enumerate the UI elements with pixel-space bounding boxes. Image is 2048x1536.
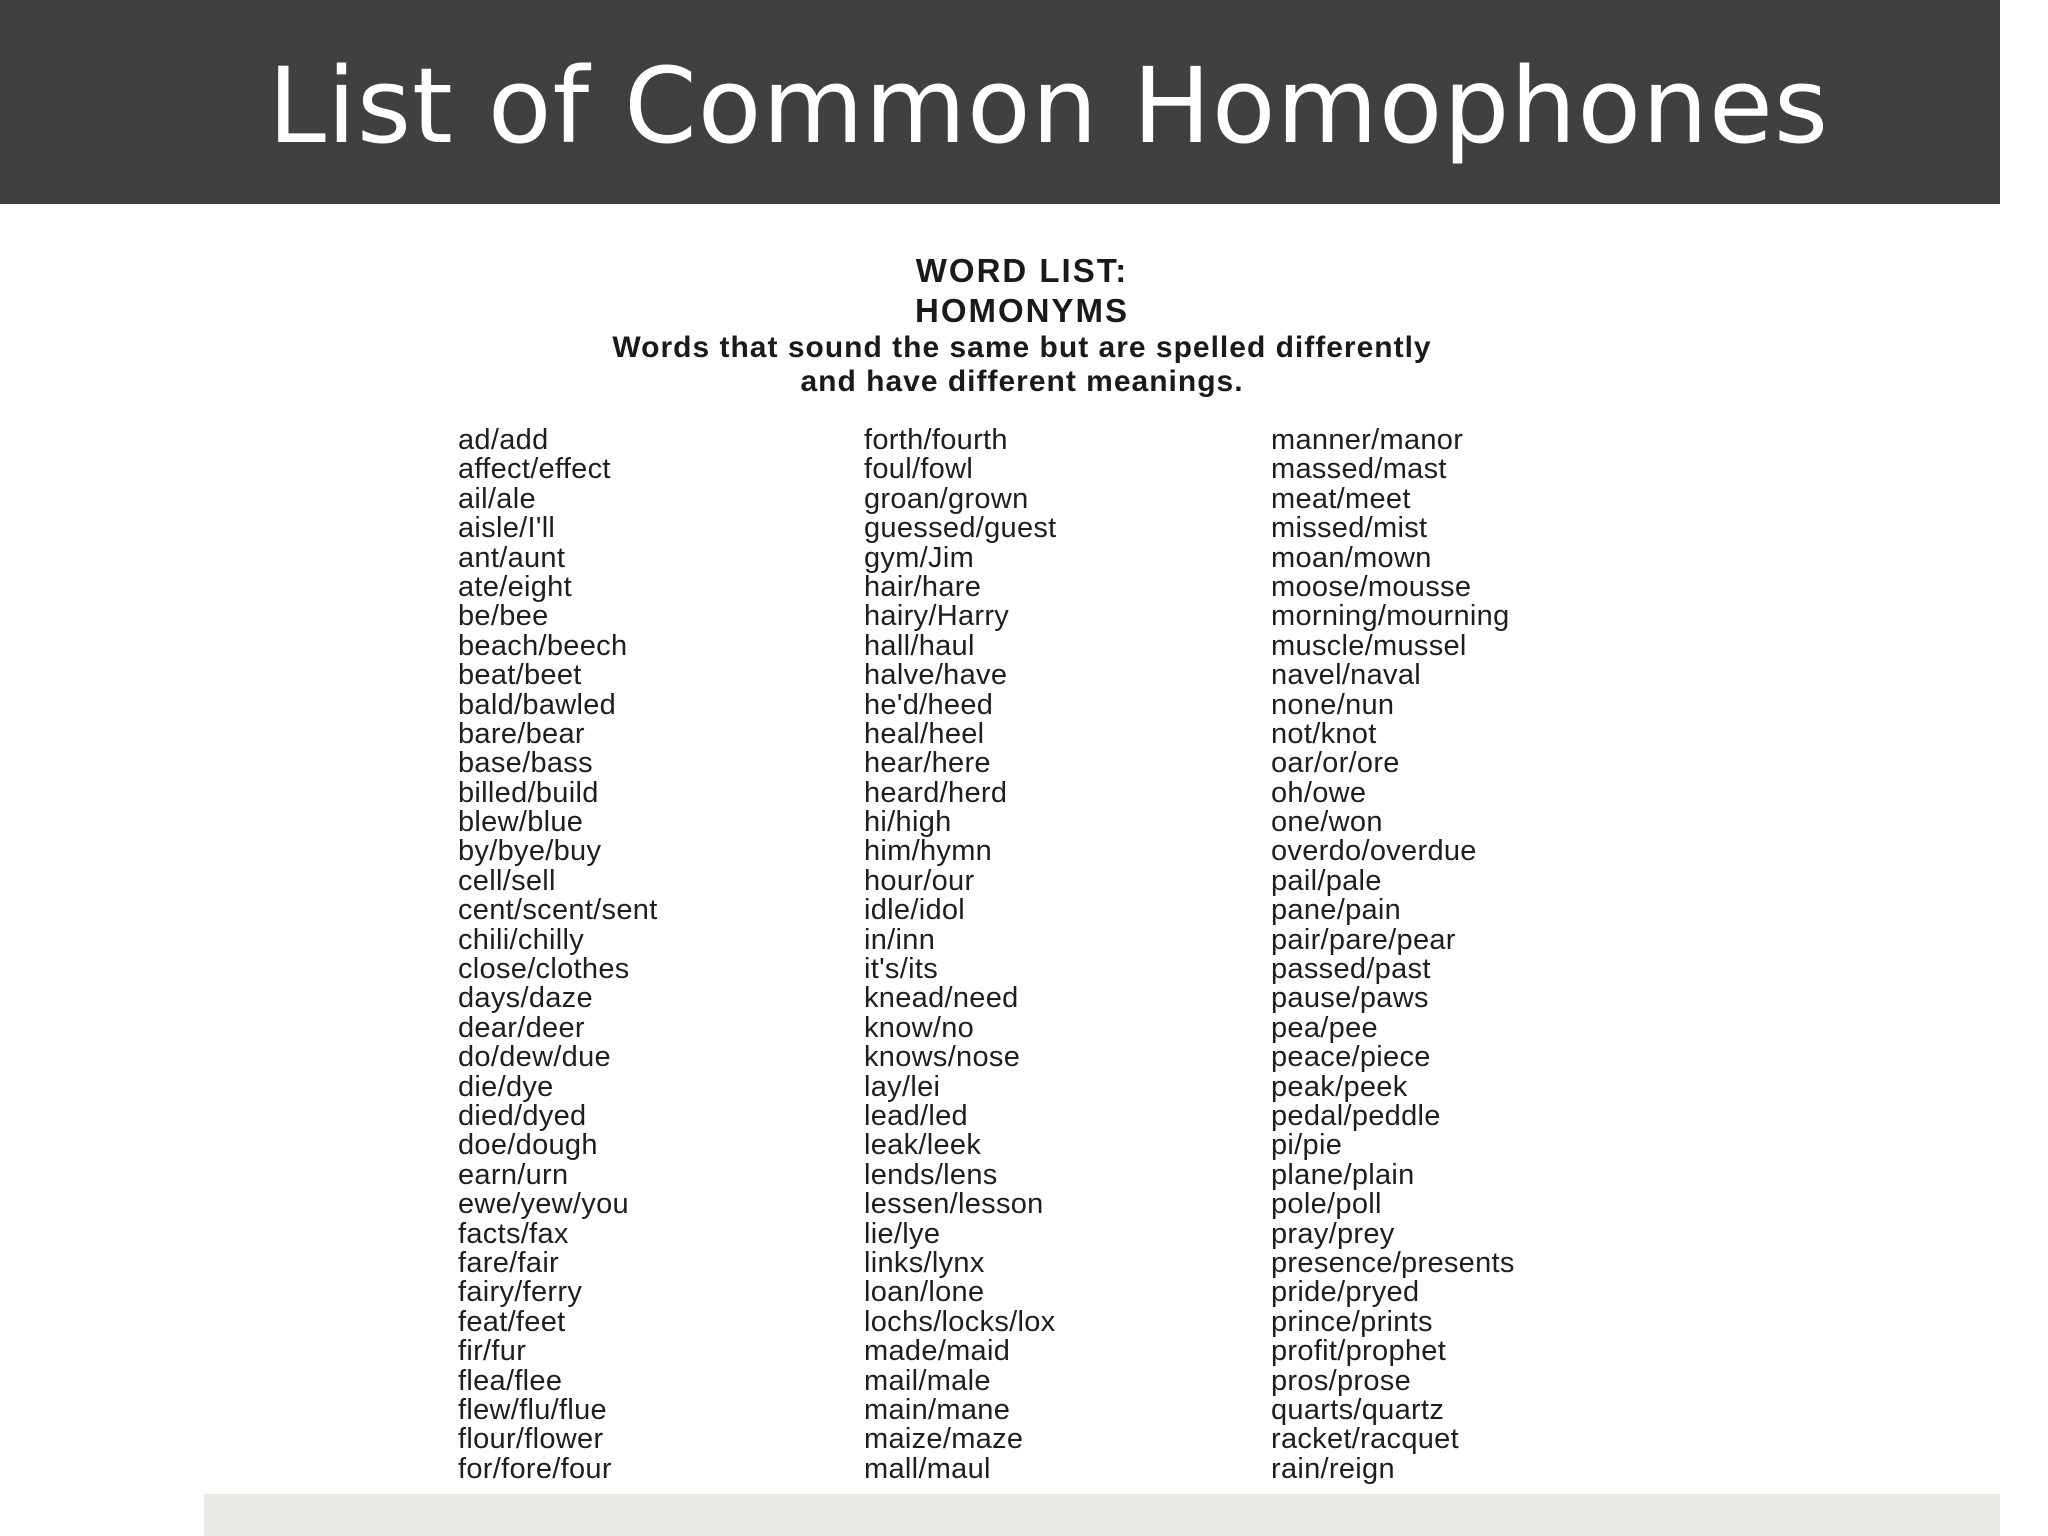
word-pair: guessed/guest: [864, 512, 1057, 545]
word-pair: peak/peek: [1271, 1070, 1408, 1103]
word-pair: one/won: [1271, 806, 1383, 839]
word-pair: hairy/Harry: [864, 600, 1010, 633]
word-pair: flew/flu/flue: [458, 1393, 607, 1426]
word-pair: lay/lei: [864, 1070, 941, 1103]
word-pair: ail/ale: [458, 482, 536, 515]
word-pair: heard/herd: [864, 776, 1008, 809]
word-pair: peace/piece: [1271, 1041, 1431, 1074]
bottom-band: [204, 1494, 2000, 1536]
word-pair: morning/mourning: [1271, 600, 1510, 633]
word-pair: halve/have: [864, 659, 1008, 692]
word-pair: flea/flee: [458, 1364, 563, 1397]
word-pair: in/inn: [864, 923, 936, 956]
word-pair: manner/manor: [1271, 424, 1464, 456]
word-pair: pride/pryed: [1271, 1276, 1420, 1309]
word-pair: mail/male: [864, 1364, 991, 1397]
word-pair: hair/hare: [864, 570, 982, 603]
word-pair: foul/fowl: [864, 453, 974, 486]
word-pair: massed/mast: [1271, 453, 1447, 486]
word-pair: loan/lone: [864, 1276, 985, 1309]
word-pair: made/maid: [864, 1335, 1011, 1368]
document-header: [336, 251, 1708, 399]
slide-title: List of Common Homophones: [268, 45, 1830, 167]
word-pair: plane/plain: [1271, 1158, 1415, 1191]
word-pair: cent/scent/sent: [458, 894, 658, 927]
word-pair: close/clothes: [458, 953, 630, 986]
word-pair: pane/pain: [1271, 894, 1402, 927]
word-pair: ewe/yew/you: [458, 1188, 629, 1221]
word-pair: meat/meet: [1271, 482, 1411, 515]
word-pair: main/mane: [864, 1393, 1011, 1426]
word-pair: pros/prose: [1271, 1364, 1412, 1397]
word-pair: links/lynx: [864, 1246, 985, 1279]
word-pair: pole/poll: [1271, 1188, 1382, 1221]
word-pair: die/dye: [458, 1070, 554, 1103]
document-subtitle-line-2: and have different meanings.: [800, 365, 1244, 398]
word-pair: ad/add: [458, 424, 549, 456]
word-list-document: [336, 205, 1708, 1494]
word-pair: bald/bawled: [458, 688, 617, 721]
word-pair: overdo/overdue: [1271, 835, 1477, 868]
word-pair: blew/blue: [458, 806, 584, 839]
word-pair: be/bee: [458, 600, 549, 633]
word-pair: knows/nose: [864, 1041, 1021, 1074]
word-column-2: [864, 426, 1057, 1484]
word-pair: bare/bear: [458, 717, 585, 750]
word-pair: pea/pee: [1271, 1011, 1378, 1044]
word-pair: hear/here: [864, 747, 991, 780]
word-pair: it's/its: [864, 953, 938, 986]
word-pair: quarts/quartz: [1271, 1393, 1445, 1426]
word-pair: earn/urn: [458, 1158, 569, 1191]
word-pair: forth/fourth: [864, 424, 1008, 456]
word-pair: pedal/peddle: [1271, 1099, 1441, 1132]
word-pair: not/knot: [1271, 717, 1377, 750]
word-pair: ant/aunt: [458, 541, 566, 574]
word-pair: feat/feet: [458, 1305, 566, 1338]
word-pair: beat/beet: [458, 659, 582, 692]
word-pair: know/no: [864, 1011, 975, 1044]
word-pair: profit/prophet: [1271, 1335, 1447, 1368]
word-pair: none/nun: [1271, 688, 1395, 721]
word-pair: base/bass: [458, 747, 593, 780]
word-pair: knead/need: [864, 982, 1019, 1015]
word-pair: gym/Jim: [864, 541, 975, 574]
word-pair: heal/heel: [864, 717, 985, 750]
word-pair: him/hymn: [864, 835, 993, 868]
word-column-3: [1271, 426, 1515, 1484]
word-pair: pair/pare/pear: [1271, 923, 1456, 956]
title-bar: [0, 0, 2000, 204]
word-pair: billed/build: [458, 776, 599, 809]
word-pair: days/daze: [458, 982, 593, 1015]
word-pair: moan/mown: [1271, 541, 1432, 574]
word-pair: navel/naval: [1271, 659, 1422, 692]
word-pair: died/dyed: [458, 1099, 587, 1132]
word-pair: hall/haul: [864, 629, 975, 662]
word-pair: facts/fax: [458, 1217, 569, 1250]
word-pair: groan/grown: [864, 482, 1029, 515]
word-pair: do/dew/due: [458, 1041, 611, 1074]
word-column-1: [458, 426, 658, 1484]
word-pair: presence/presents: [1271, 1246, 1515, 1279]
word-pair: lends/lens: [864, 1158, 998, 1191]
word-pair: leak/leek: [864, 1129, 982, 1162]
word-pair: pause/paws: [1271, 982, 1429, 1015]
word-pair: fairy/ferry: [458, 1276, 583, 1309]
word-pair: hi/high: [864, 806, 952, 839]
word-pair: muscle/mussel: [1271, 629, 1467, 662]
word-pair: fir/fur: [458, 1335, 527, 1368]
word-pair: prince/prints: [1271, 1305, 1433, 1338]
word-pair: mall/maul: [864, 1452, 991, 1485]
word-pair: pi/pie: [1271, 1129, 1343, 1162]
word-pair: passed/past: [1271, 953, 1431, 986]
word-pair: fare/fair: [458, 1246, 560, 1279]
word-pair: idle/idol: [864, 894, 966, 927]
document-heading-homonyms: HOMONYMS: [915, 292, 1129, 329]
word-pair: hour/our: [864, 864, 975, 897]
word-pair: pail/pale: [1271, 864, 1382, 897]
word-pair: racket/racquet: [1271, 1423, 1459, 1456]
word-pair: dear/deer: [458, 1011, 585, 1044]
word-pair: oar/or/ore: [1271, 747, 1400, 780]
word-pair: maize/maze: [864, 1423, 1024, 1456]
word-pair: lead/led: [864, 1099, 968, 1132]
word-pair: oh/owe: [1271, 776, 1367, 809]
word-pair: lessen/lesson: [864, 1188, 1044, 1221]
word-pair: lochs/locks/lox: [864, 1305, 1056, 1338]
word-pair: aisle/I'll: [458, 512, 556, 545]
word-pair: chili/chilly: [458, 923, 585, 956]
word-pair: by/bye/buy: [458, 835, 602, 868]
word-pair: affect/effect: [458, 453, 611, 486]
word-pair: ate/eight: [458, 570, 572, 603]
word-pair: flour/flower: [458, 1423, 604, 1456]
word-pair: rain/reign: [1271, 1452, 1395, 1485]
word-pair: moose/mousse: [1271, 570, 1472, 603]
document-subtitle-line-1: Words that sound the same but are spelled differently: [612, 331, 1432, 364]
document-heading-word-list: WORD LIST:: [915, 252, 1129, 289]
word-pair: missed/mist: [1271, 512, 1428, 545]
word-pair: he'd/heed: [864, 688, 994, 721]
word-pair: beach/beech: [458, 629, 628, 662]
word-pair: for/fore/four: [458, 1452, 612, 1485]
word-pair: lie/lye: [864, 1217, 941, 1250]
word-pair: cell/sell: [458, 864, 556, 897]
word-pair: pray/prey: [1271, 1217, 1395, 1250]
word-pair: doe/dough: [458, 1129, 598, 1162]
